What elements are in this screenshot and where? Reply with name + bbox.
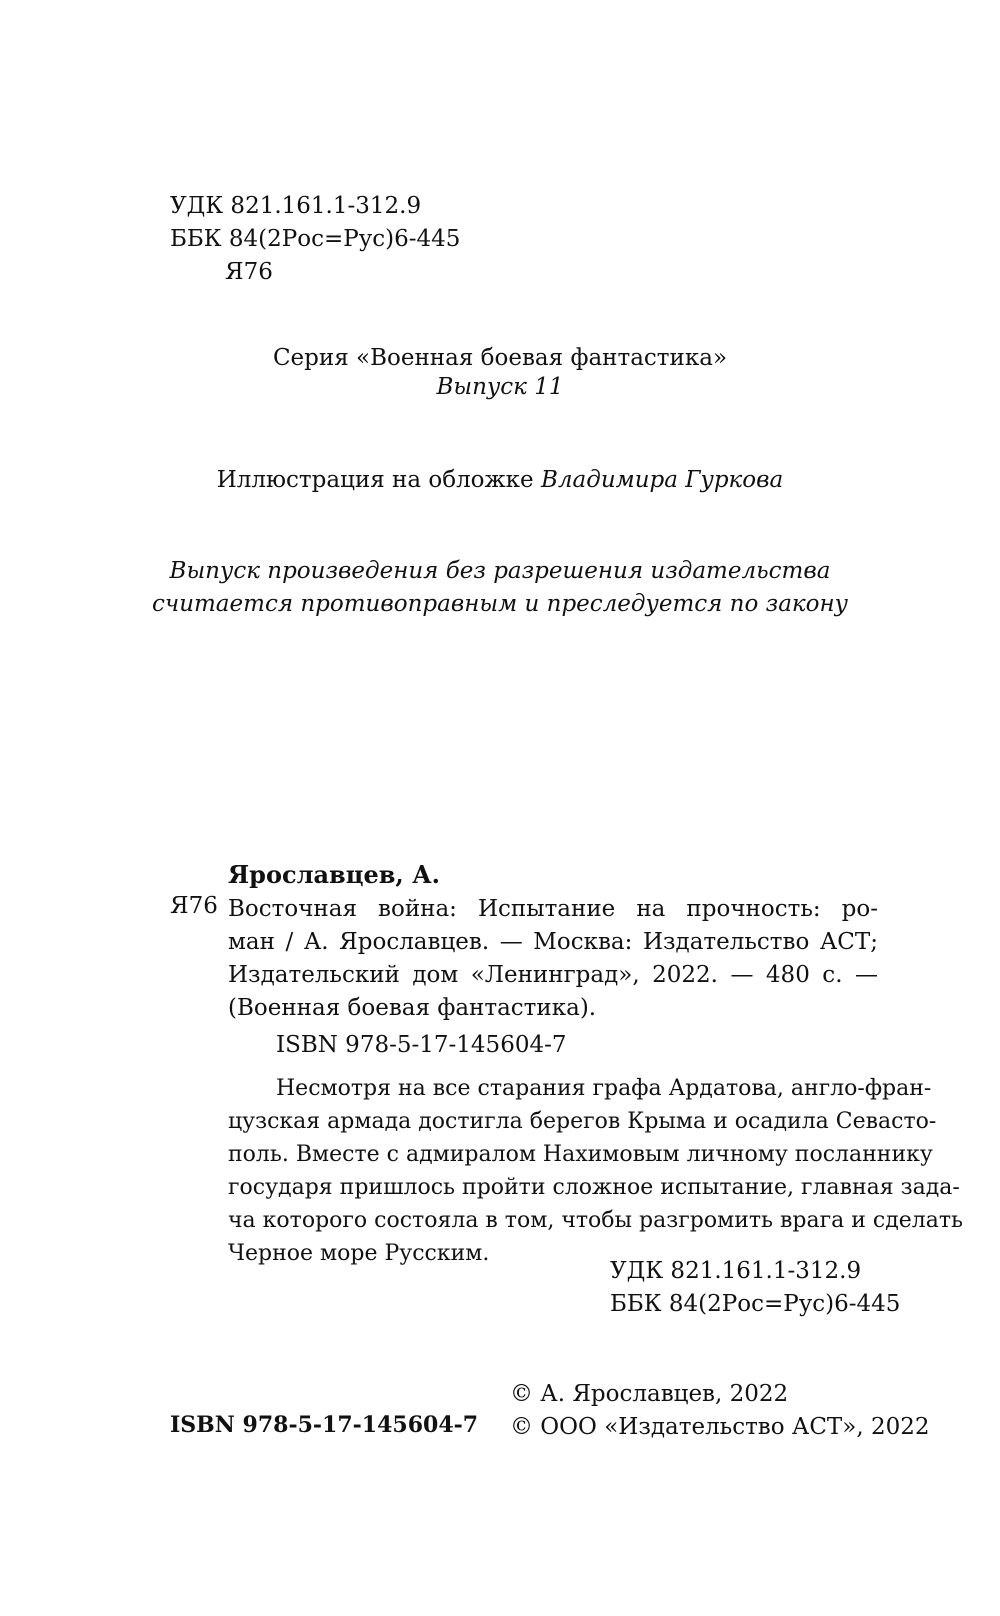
illustration-artist: Владимира Гуркова xyxy=(540,467,784,493)
bibliography-line: Издательский дом «Ленинград», 2022. — 480 с. — xyxy=(228,962,878,988)
annotation-line: ча которого состояла в том, чтобы разгромить врага и сделать xyxy=(228,1208,964,1233)
author-mark: Я76 xyxy=(225,259,273,285)
bibliography-isbn: ISBN 978-5-17-145604-7 xyxy=(276,1032,567,1058)
annotation-line: поль. Вместе с адмиралом Нахимовым личному посланнику xyxy=(228,1142,933,1167)
bibliography-line: ман / А. Ярославцев. — Москва: Издательство АСТ; xyxy=(228,929,878,955)
footer-isbn: ISBN 978-5-17-145604-7 xyxy=(170,1412,479,1438)
annotation-line: Несмотря на все старания графа Ардатова, англо-фран- xyxy=(276,1076,932,1101)
bibliography-code: Я76 xyxy=(170,893,218,919)
annotation-line: цузская армада достигла берегов Крыма и осадила Севасто- xyxy=(228,1109,937,1134)
top-classification-codes xyxy=(170,190,460,289)
warning-line: считается противоправным и преследуется по закону xyxy=(152,591,848,617)
copyright-publisher: © ООО «Издательство АСТ», 2022 xyxy=(510,1414,930,1440)
warning-line: Выпуск произведения без разрешения издательства xyxy=(169,558,831,584)
bibliography-author: Ярославцев, А. xyxy=(228,860,441,889)
bbk-code: ББК 84(2Рос=Рус)6-445 xyxy=(610,1291,901,1317)
bibliography-description xyxy=(228,893,878,1025)
book-annotation xyxy=(228,1072,964,1270)
udk-code: УДК 821.161.1-312.9 xyxy=(610,1258,862,1284)
bibliography-line: (Военная боевая фантастика). xyxy=(228,995,597,1021)
illustration-prefix: Иллюстрация на обложке xyxy=(216,467,541,493)
annotation-line: государя пришлось пройти сложное испытание, главная зада- xyxy=(228,1175,960,1200)
series-title: Серия «Военная боевая фантастика» xyxy=(272,345,728,371)
udk-code: УДК 821.161.1-312.9 xyxy=(170,193,422,219)
series-issue: Выпуск 11 xyxy=(436,374,564,400)
bibliography-line: Восточная война: Испытание на прочность: ро- xyxy=(228,896,878,922)
bbk-code: ББК 84(2Рос=Рус)6-445 xyxy=(170,226,461,252)
copyright-author: © А. Ярославцев, 2022 xyxy=(510,1381,789,1407)
bottom-classification-codes xyxy=(610,1255,900,1321)
illustration-credit xyxy=(0,467,1000,493)
copyright-block xyxy=(510,1378,930,1444)
annotation-line: Черное море Русским. xyxy=(228,1241,490,1266)
copyright-warning xyxy=(0,555,1000,621)
